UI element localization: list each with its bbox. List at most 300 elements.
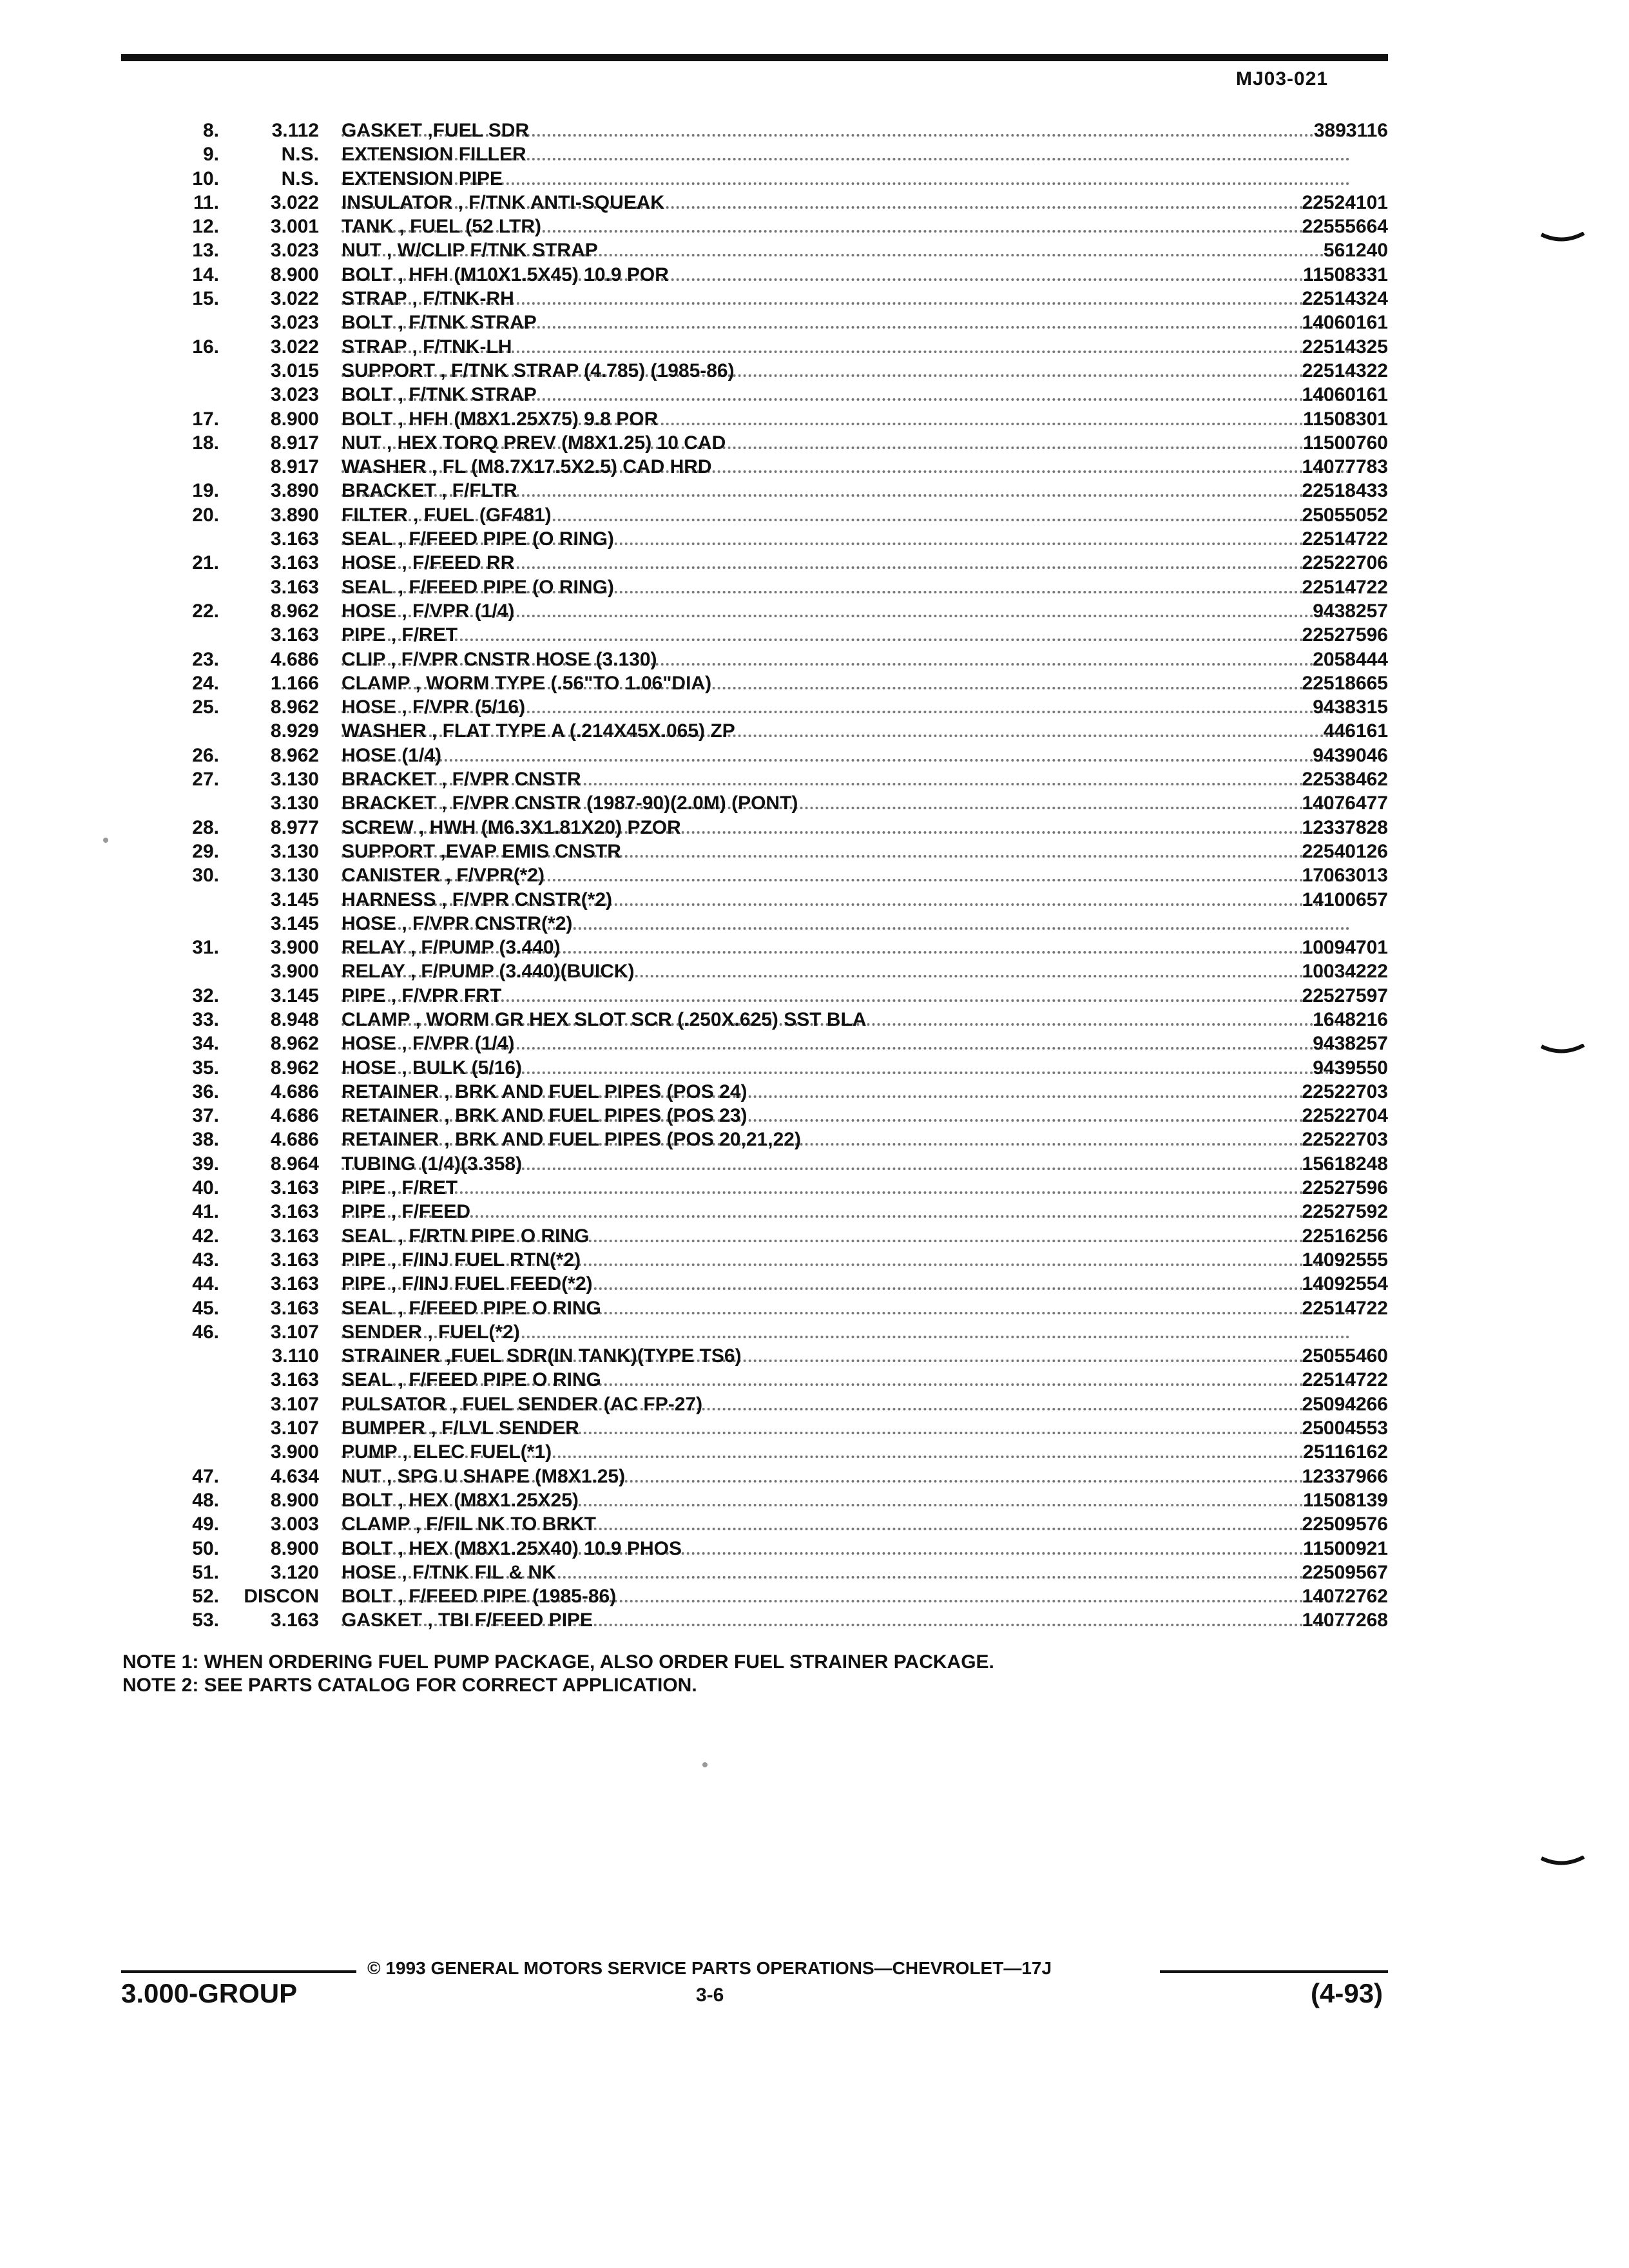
table-row — [122, 1512, 1388, 1536]
description-cell — [342, 575, 1350, 599]
group-number: 3.163 — [270, 1610, 319, 1631]
page-number: 3-6 — [696, 1984, 724, 2006]
part-number: 11508301 — [1303, 408, 1388, 430]
table-row — [122, 263, 1388, 287]
table-row — [122, 863, 1388, 887]
description-cell — [342, 455, 1350, 479]
table-row — [122, 599, 1388, 623]
description-cell — [342, 1608, 1350, 1632]
group-number: 3.023 — [270, 384, 319, 406]
table-row — [122, 648, 1388, 671]
item-number: 47. — [192, 1465, 219, 1487]
part-description: STRAP , F/TNK-LH — [342, 336, 512, 358]
group-number: 8.900 — [270, 1537, 319, 1559]
part-description: BOLT , HEX (M8X1.25X40) 10.9 PHOS — [342, 1537, 682, 1559]
description-cell — [342, 335, 1350, 359]
part-description: PIPE , F/INJ FUEL RTN(*2) — [342, 1249, 581, 1271]
description-cell — [342, 551, 1350, 575]
group-number: 3.110 — [271, 1345, 319, 1367]
table-row — [122, 1584, 1388, 1608]
part-description: RETAINER , BRK AND FUEL PIPES (POS 20,21,22) — [342, 1129, 801, 1151]
item-number: 24. — [192, 672, 219, 694]
group-number: 3.023 — [270, 312, 319, 334]
group-number: 3.163 — [270, 1177, 319, 1199]
part-description: HOSE (1/4) — [342, 744, 442, 766]
group-number: 3.163 — [270, 1369, 319, 1391]
part-number: 22524101 — [1302, 191, 1388, 213]
part-description: BOLT , HFH (M10X1.5X45) 10.9 POR — [342, 264, 669, 285]
item-number: 51. — [192, 1561, 219, 1583]
part-description: SEAL , F/RTN PIPE O RING — [342, 1225, 590, 1247]
part-description: HOSE , BULK (5/16) — [342, 1057, 523, 1079]
item-number: 52. — [192, 1586, 219, 1608]
description-cell — [342, 623, 1350, 647]
part-number: 14092554 — [1302, 1273, 1388, 1295]
part-description: CLAMP , F/FIL NK TO BRKT — [342, 1514, 596, 1535]
part-description: HOSE , F/VPR (1/4) — [342, 600, 515, 622]
part-description: SUPPORT ,EVAP EMIS CNSTR — [342, 840, 621, 862]
part-description: HOSE , F/TNK FIL & NK — [342, 1561, 556, 1583]
item-number: 27. — [192, 769, 219, 791]
table-row — [122, 1561, 1388, 1584]
description-cell — [342, 503, 1350, 527]
description-cell — [342, 599, 1350, 623]
table-row — [122, 359, 1388, 383]
note-1: NOTE 1: WHEN ORDERING FUEL PUMP PACKAGE, ALSO ORDER FUEL STRAINER PACKAGE. — [122, 1651, 994, 1673]
part-number: 14100657 — [1302, 889, 1388, 910]
group-number: DISCON — [244, 1586, 319, 1608]
part-description: NUT , W/CLIP F/TNK STRAP — [342, 240, 598, 262]
group-number: 3.112 — [271, 120, 319, 141]
description-cell — [342, 1104, 1350, 1128]
part-number: 2058444 — [1313, 648, 1388, 670]
group-number: 3.130 — [270, 769, 319, 791]
group-number: 3.145 — [270, 912, 319, 934]
description-cell — [342, 479, 1350, 503]
description-cell — [342, 816, 1350, 840]
part-number: 11500760 — [1303, 432, 1388, 454]
part-description: CLAMP , WORM TYPE (.56"TO 1.06"DIA) — [342, 672, 712, 694]
group-number: 3.145 — [270, 985, 319, 1006]
description-cell — [342, 1344, 1350, 1368]
description-cell — [342, 263, 1350, 287]
description-cell — [342, 1392, 1350, 1416]
table-row — [122, 191, 1388, 215]
group-number: 3.163 — [270, 1249, 319, 1271]
part-description: SEAL , F/FEED PIPE (O RING) — [342, 528, 614, 550]
group-number: 3.145 — [270, 889, 319, 910]
part-number: 22540126 — [1302, 840, 1388, 862]
part-number: 14076477 — [1302, 793, 1388, 814]
group-number: 3.900 — [270, 961, 319, 983]
part-number: 14077268 — [1302, 1610, 1388, 1631]
part-description: HOSE , F/VPR CNSTR(*2) — [342, 912, 573, 934]
table-row — [122, 816, 1388, 840]
part-number: 25116162 — [1303, 1441, 1388, 1463]
part-number: 22527596 — [1302, 1177, 1388, 1199]
table-row — [122, 840, 1388, 863]
group-number: 8.917 — [270, 432, 319, 454]
part-description: HOSE , F/FEED RR — [342, 552, 515, 574]
part-number: 22514325 — [1302, 336, 1388, 358]
group-number: 3.120 — [270, 1561, 319, 1583]
part-description: EXTENSION FILLER — [342, 144, 526, 166]
item-number: 15. — [192, 288, 219, 310]
part-number: 10034222 — [1302, 961, 1388, 983]
table-row — [122, 1537, 1388, 1561]
part-description: PIPE , F/RET — [342, 1177, 458, 1199]
part-number: 14060161 — [1302, 312, 1388, 334]
part-number: 22522704 — [1302, 1105, 1388, 1127]
part-description: RELAY , F/PUMP (3.440) — [342, 937, 561, 959]
parts-list — [122, 119, 1388, 1633]
part-number: 10094701 — [1302, 937, 1388, 959]
table-row — [122, 791, 1388, 815]
group-number: 8.962 — [270, 744, 319, 766]
table-row — [122, 1416, 1388, 1440]
group-number: 3.107 — [270, 1321, 319, 1343]
part-description: CLAMP , WORM GR HEX SLOT SCR (.250X.625) SST BLA — [342, 1008, 867, 1030]
item-number: 22. — [192, 600, 219, 622]
part-description: EXTENSION PIPE — [342, 168, 503, 189]
table-row — [122, 238, 1388, 262]
item-number: 19. — [192, 480, 219, 502]
table-row — [122, 888, 1388, 912]
description-cell — [342, 719, 1350, 743]
description-cell — [342, 1296, 1350, 1320]
table-row — [122, 311, 1388, 334]
table-row — [122, 695, 1388, 719]
scan-speck — [702, 1762, 708, 1767]
item-number: 11. — [193, 191, 219, 213]
item-number: 31. — [192, 937, 219, 959]
description-cell — [342, 1561, 1350, 1584]
part-number: 9438257 — [1313, 1033, 1388, 1055]
part-number: 1648216 — [1313, 1008, 1388, 1030]
description-cell — [342, 167, 1350, 191]
group-number: 3.130 — [270, 865, 319, 887]
group-number: 8.900 — [270, 408, 319, 430]
group-number: 3.022 — [270, 336, 319, 358]
item-number: 45. — [192, 1297, 219, 1319]
part-number: 11500921 — [1303, 1537, 1388, 1559]
item-number: 13. — [192, 240, 219, 262]
part-description: PIPE , F/VPR FRT — [342, 985, 502, 1006]
description-cell — [342, 1440, 1350, 1464]
item-number: 35. — [192, 1057, 219, 1079]
table-row — [122, 119, 1388, 142]
part-number: 561240 — [1323, 240, 1388, 262]
part-description: SEAL , F/FEED PIPE (O RING) — [342, 576, 614, 598]
group-number: N.S. — [281, 144, 319, 166]
table-row — [122, 335, 1388, 359]
part-description: BRACKET , F/VPR CNSTR (1987-90)(2.0M) (PONT) — [342, 793, 798, 814]
group-number: 3.163 — [270, 1201, 319, 1223]
part-description: GASKET , TBI F/FEED PIPE — [342, 1610, 593, 1631]
part-number: 22518665 — [1302, 672, 1388, 694]
part-description: WASHER , FL (M8.7X17.5X2.5) CAD HRD — [342, 456, 712, 478]
group-number: 8.948 — [270, 1008, 319, 1030]
part-number: 22509576 — [1302, 1514, 1388, 1535]
part-number: 22509567 — [1302, 1561, 1388, 1583]
part-description: BOLT , HEX (M8X1.25X25) — [342, 1489, 579, 1511]
binder-punch-mark — [1540, 1856, 1585, 1870]
description-cell — [342, 888, 1350, 912]
part-description: BUMPER , F/LVL SENDER — [342, 1418, 579, 1439]
part-number: 22518433 — [1302, 480, 1388, 502]
part-number: 14072762 — [1302, 1586, 1388, 1608]
part-number: 12337828 — [1302, 816, 1388, 838]
group-number: 8.962 — [270, 1057, 319, 1079]
item-number: 21. — [192, 552, 219, 574]
part-description: TANK , FUEL (52 LTR) — [342, 216, 541, 238]
group-number: 4.686 — [270, 1081, 319, 1102]
description-cell — [342, 1056, 1350, 1080]
part-description: BOLT , F/FEED PIPE (1985-86) — [342, 1586, 617, 1608]
item-number: 42. — [192, 1225, 219, 1247]
part-number: 9438315 — [1313, 697, 1388, 718]
table-row — [122, 1272, 1388, 1296]
part-description: PUMP , ELEC FUEL(*1) — [342, 1441, 552, 1463]
description-cell — [342, 1537, 1350, 1561]
group-number: 3.015 — [270, 360, 319, 381]
item-number: 34. — [192, 1033, 219, 1055]
part-description: BOLT , HFH (M8X1.25X75) 9.8 POR — [342, 408, 659, 430]
part-description: RELAY , F/PUMP (3.440)(BUICK) — [342, 961, 635, 983]
notes — [122, 1651, 994, 1697]
table-row — [122, 936, 1388, 959]
part-description: SEAL , F/FEED PIPE O RING — [342, 1369, 601, 1391]
description-cell — [342, 767, 1350, 791]
table-row — [122, 1488, 1388, 1512]
description-cell — [342, 1368, 1350, 1392]
part-description: PIPE , F/RET — [342, 624, 458, 646]
item-number: 53. — [192, 1610, 219, 1631]
description-cell — [342, 791, 1350, 815]
table-row — [122, 142, 1388, 166]
table-row — [122, 671, 1388, 695]
group-number: 3.163 — [270, 624, 319, 646]
part-number: 25055052 — [1302, 504, 1388, 526]
item-number: 33. — [192, 1008, 219, 1030]
part-description: SUPPORT , F/TNK STRAP (4.785) (1985-86) — [342, 360, 735, 381]
binder-punch-mark — [1540, 1044, 1585, 1058]
part-number: 15618248 — [1302, 1153, 1388, 1175]
description-cell — [342, 1512, 1350, 1536]
item-number: 8. — [202, 120, 219, 141]
part-description: HOSE , F/VPR (1/4) — [342, 1033, 515, 1055]
part-description: CLIP , F/VPR CNSTR HOSE (3.130) — [342, 648, 657, 670]
table-row — [122, 912, 1388, 936]
footer-rule-left — [121, 1970, 356, 1973]
table-row — [122, 167, 1388, 191]
item-number: 29. — [192, 840, 219, 862]
part-number: 22516256 — [1302, 1225, 1388, 1247]
table-row — [122, 383, 1388, 407]
part-description: CANISTER , F/VPR(*2) — [342, 865, 545, 887]
item-number: 32. — [192, 985, 219, 1006]
part-description: HOSE , F/VPR (5/16) — [342, 697, 526, 718]
part-number: 22514722 — [1302, 1297, 1388, 1319]
table-row — [122, 719, 1388, 743]
part-description: SCREW , HWH (M6.3X1.81X20) PZOR — [342, 816, 681, 838]
part-number: 22522703 — [1302, 1081, 1388, 1102]
group-number: 3.022 — [270, 288, 319, 310]
item-number: 16. — [192, 336, 219, 358]
table-row — [122, 1032, 1388, 1055]
group-number: 3.107 — [270, 1418, 319, 1439]
part-description: NUT , HEX TORQ PREV (M8X1.25) 10 CAD — [342, 432, 726, 454]
description-cell — [342, 744, 1350, 767]
dot-leader — [342, 1191, 1350, 1194]
description-cell — [342, 671, 1350, 695]
part-number: 25094266 — [1302, 1393, 1388, 1415]
description-cell — [342, 1416, 1350, 1440]
group-number: 8.962 — [270, 697, 319, 718]
group-number: 8.900 — [270, 264, 319, 285]
table-row — [122, 623, 1388, 647]
item-number: 17. — [192, 408, 219, 430]
group-number: 4.686 — [270, 648, 319, 670]
table-row — [122, 1224, 1388, 1248]
group-number: 3.022 — [270, 191, 319, 213]
dot-leader — [342, 1215, 1350, 1218]
table-row — [122, 1440, 1388, 1464]
part-number: 22527592 — [1302, 1201, 1388, 1223]
item-number: 37. — [192, 1105, 219, 1127]
table-row — [122, 1296, 1388, 1320]
group-number: 3.163 — [270, 552, 319, 574]
item-number: 41. — [192, 1201, 219, 1223]
description-cell — [342, 1152, 1350, 1176]
group-number: 4.686 — [270, 1129, 319, 1151]
item-number: 10. — [192, 168, 219, 189]
part-description: WASHER , FLAT TYPE A (.214X45X.065) ZP — [342, 720, 735, 742]
item-number: 48. — [192, 1489, 219, 1511]
item-number: 46. — [192, 1321, 219, 1343]
description-cell — [342, 959, 1350, 983]
part-description: RETAINER , BRK AND FUEL PIPES (POS 23) — [342, 1105, 747, 1127]
item-number: 18. — [192, 432, 219, 454]
description-cell — [342, 1176, 1350, 1200]
group-number: 3.130 — [270, 793, 319, 814]
table-row — [122, 407, 1388, 431]
group-number: 3.001 — [270, 216, 319, 238]
group-number: 8.977 — [270, 816, 319, 838]
table-row — [122, 455, 1388, 479]
part-description: STRAP , F/TNK-RH — [342, 288, 514, 310]
part-description: NUT , SPG U SHAPE (M8X1.25) — [342, 1465, 626, 1487]
part-number: 9438257 — [1313, 600, 1388, 622]
table-row — [122, 575, 1388, 599]
table-row — [122, 1200, 1388, 1224]
group-number: 3.003 — [270, 1514, 319, 1535]
description-cell — [342, 407, 1350, 431]
part-number: 11508139 — [1303, 1489, 1388, 1511]
item-number: 12. — [192, 216, 219, 238]
item-number: 40. — [192, 1177, 219, 1199]
part-number: 12337966 — [1302, 1465, 1388, 1487]
copyright-text: © 1993 GENERAL MOTORS SERVICE PARTS OPERATIONS—CHEVROLET—17J — [367, 1958, 1052, 1978]
part-number: 14077783 — [1302, 456, 1388, 478]
group-number: 3.130 — [270, 840, 319, 862]
part-number: 3893116 — [1313, 120, 1388, 141]
part-description: BRACKET , F/VPR CNSTR — [342, 769, 581, 791]
item-number: 36. — [192, 1081, 219, 1102]
table-row — [122, 744, 1388, 767]
part-number: 22514722 — [1302, 528, 1388, 550]
table-row — [122, 215, 1388, 238]
group-number: 3.107 — [270, 1393, 319, 1415]
description-cell — [342, 191, 1350, 215]
part-number: 14092555 — [1302, 1249, 1388, 1271]
part-description: PIPE , F/FEED — [342, 1201, 471, 1223]
description-cell — [342, 863, 1350, 887]
part-number: 22527597 — [1302, 985, 1388, 1006]
description-cell — [342, 1008, 1350, 1032]
table-row — [122, 767, 1388, 791]
description-cell — [342, 912, 1350, 936]
binder-punch-mark — [1540, 232, 1585, 246]
part-number: 446161 — [1323, 720, 1388, 742]
table-row — [122, 551, 1388, 575]
group-number: 3.163 — [270, 1225, 319, 1247]
item-number: 49. — [192, 1514, 219, 1535]
item-number: 9. — [202, 144, 219, 166]
item-number: 38. — [192, 1129, 219, 1151]
description-cell — [342, 1248, 1350, 1272]
description-cell — [342, 431, 1350, 455]
item-number: 26. — [192, 744, 219, 766]
item-number: 23. — [192, 648, 219, 670]
part-description: SEAL , F/FEED PIPE O RING — [342, 1297, 601, 1319]
part-number: 11508331 — [1303, 264, 1388, 285]
part-number: 22514322 — [1302, 360, 1388, 381]
description-cell — [342, 527, 1350, 551]
description-cell — [342, 311, 1350, 334]
description-cell — [342, 648, 1350, 671]
part-description: FILTER , FUEL (GF481) — [342, 504, 552, 526]
table-row — [122, 984, 1388, 1008]
group-number: 3.163 — [270, 528, 319, 550]
part-number: 14060161 — [1302, 384, 1388, 406]
table-row — [122, 1152, 1388, 1176]
part-number: 22555664 — [1302, 216, 1388, 238]
group-label: 3.000-GROUP — [121, 1978, 298, 2008]
part-number: 25055460 — [1302, 1345, 1388, 1367]
part-description: BOLT , F/TNK STRAP — [342, 312, 537, 334]
item-number: 14. — [192, 264, 219, 285]
part-number: 22514722 — [1302, 1369, 1388, 1391]
description-cell — [342, 1465, 1350, 1488]
group-number: 8.917 — [270, 456, 319, 478]
table-row — [122, 479, 1388, 503]
part-number: 22522703 — [1302, 1129, 1388, 1151]
description-cell — [342, 1224, 1350, 1248]
item-number: 20. — [192, 504, 219, 526]
part-description: SENDER , FUEL(*2) — [342, 1321, 520, 1343]
part-description: GASKET ,FUEL SDR — [342, 120, 530, 141]
group-number: 4.634 — [270, 1465, 319, 1487]
group-number: 8.964 — [270, 1153, 319, 1175]
group-number: 8.900 — [270, 1489, 319, 1511]
group-number: 8.962 — [270, 1033, 319, 1055]
description-cell — [342, 984, 1350, 1008]
part-description: RETAINER , BRK AND FUEL PIPES (POS 24) — [342, 1081, 747, 1102]
note-2: NOTE 2: SEE PARTS CATALOG FOR CORRECT APPLICATION. — [122, 1675, 697, 1696]
description-cell — [342, 287, 1350, 311]
part-description: TUBING (1/4)(3.358) — [342, 1153, 523, 1175]
